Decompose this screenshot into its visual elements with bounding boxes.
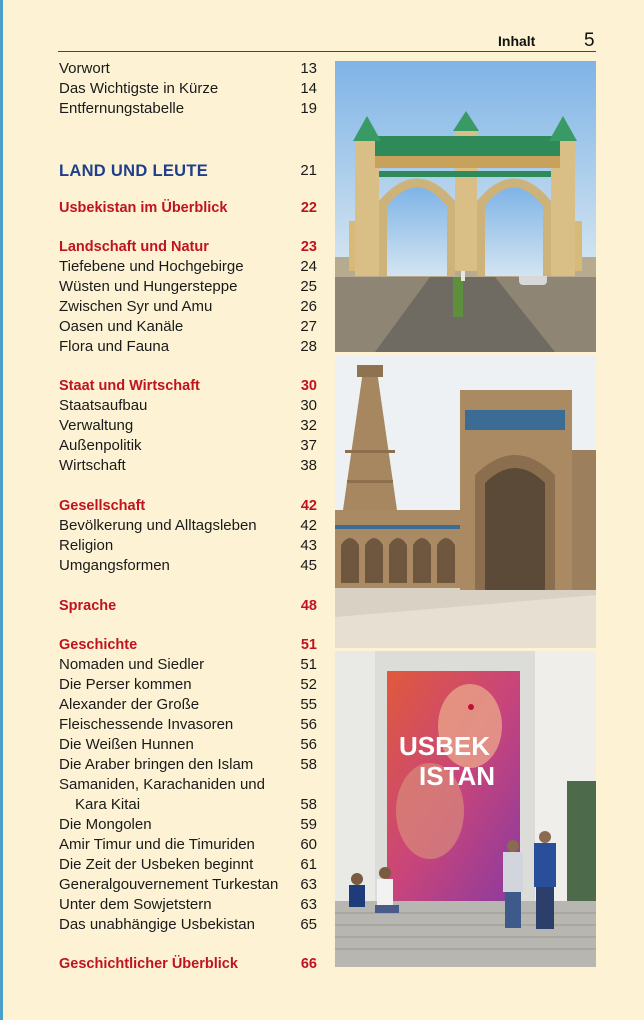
toc-entry[interactable]: Das Wichtigste in Kürze 14 [59,80,317,97]
page-edge-stripe [0,0,3,1020]
poster-title-line1: USBEK [399,731,491,761]
toc-entry[interactable]: Fleischessende Invasoren 56 [59,716,317,733]
toc-entry[interactable]: Wüsten und Hungersteppe 25 [59,278,317,295]
toc-entry[interactable]: Tiefebene und Hochgebirge 24 [59,258,317,275]
toc-entry[interactable]: Oasen und Kanäle 27 [59,318,317,335]
toc-entry[interactable]: Zwischen Syr und Amu 26 [59,298,317,315]
toc-section-heading[interactable]: Staat und Wirtschaft 30 [59,378,317,394]
toc-section-heading[interactable]: Gesellschaft 42 [59,498,317,514]
poster-illustration [335,651,596,967]
header-rule [58,51,596,52]
gate-illustration [335,61,596,352]
toc-entry[interactable]: Unter dem Sowjetstern 63 [59,896,317,913]
running-header-title: Inhalt [498,33,536,49]
toc-entry[interactable]: Amir Timur und die Timuriden 60 [59,836,317,853]
toc-entry[interactable]: Bevölkerung und Alltagsleben 42 [59,517,317,534]
toc-section-heading[interactable]: Geschichte 51 [59,637,317,653]
toc-entry[interactable]: Die Mongolen 59 [59,816,317,833]
toc-chapter-heading[interactable]: LAND UND LEUTE 21 [59,162,317,180]
toc-section-heading[interactable]: Landschaft und Natur 23 [59,239,317,255]
photo-minaret [335,355,596,648]
toc-entry[interactable]: Die Araber bringen den Islam 58 [59,756,317,773]
toc-entry[interactable]: Das unabhängige Usbekistan 65 [59,916,317,933]
toc-entry[interactable]: Entfernungstabelle 19 [59,100,317,117]
toc-entry[interactable]: Religion 43 [59,537,317,554]
photo-gate [335,61,596,352]
toc-entry[interactable]: Außenpolitik 37 [59,437,317,454]
toc-entry[interactable]: Die Perser kommen 52 [59,676,317,693]
toc-entry[interactable]: Flora und Fauna 28 [59,338,317,355]
toc-section-heading[interactable]: Geschichtlicher Überblick 66 [59,956,317,972]
toc-entry[interactable]: Samaniden, Karachaniden und [59,776,265,793]
minaret-illustration [335,355,596,648]
toc-entry[interactable]: Nomaden und Siedler 51 [59,656,317,673]
toc-entry[interactable]: Die Zeit der Usbeken beginnt 61 [59,856,317,873]
toc-entry[interactable]: Alexander der Große 55 [59,696,317,713]
poster-title-line2: ISTAN [419,761,496,791]
toc-entry[interactable]: Wirtschaft 38 [59,457,317,474]
toc-entry[interactable]: Vorwort 13 [59,60,317,77]
page-number: 5 [584,30,595,51]
toc-entry[interactable]: Kara Kitai 58 [75,796,317,813]
toc-section-heading[interactable]: Sprache 48 [59,598,317,614]
toc-entry[interactable]: Staatsaufbau 30 [59,397,317,414]
toc-entry[interactable]: Die Weißen Hunnen 56 [59,736,317,753]
toc-entry[interactable]: Verwaltung 32 [59,417,317,434]
toc-entry[interactable]: Umgangsformen 45 [59,557,317,574]
toc-section-heading[interactable]: Usbekistan im Überblick 22 [59,200,317,216]
photo-exhibition-poster [335,651,596,967]
toc-entry[interactable]: Generalgouvernement Turkestan 63 [59,876,317,893]
